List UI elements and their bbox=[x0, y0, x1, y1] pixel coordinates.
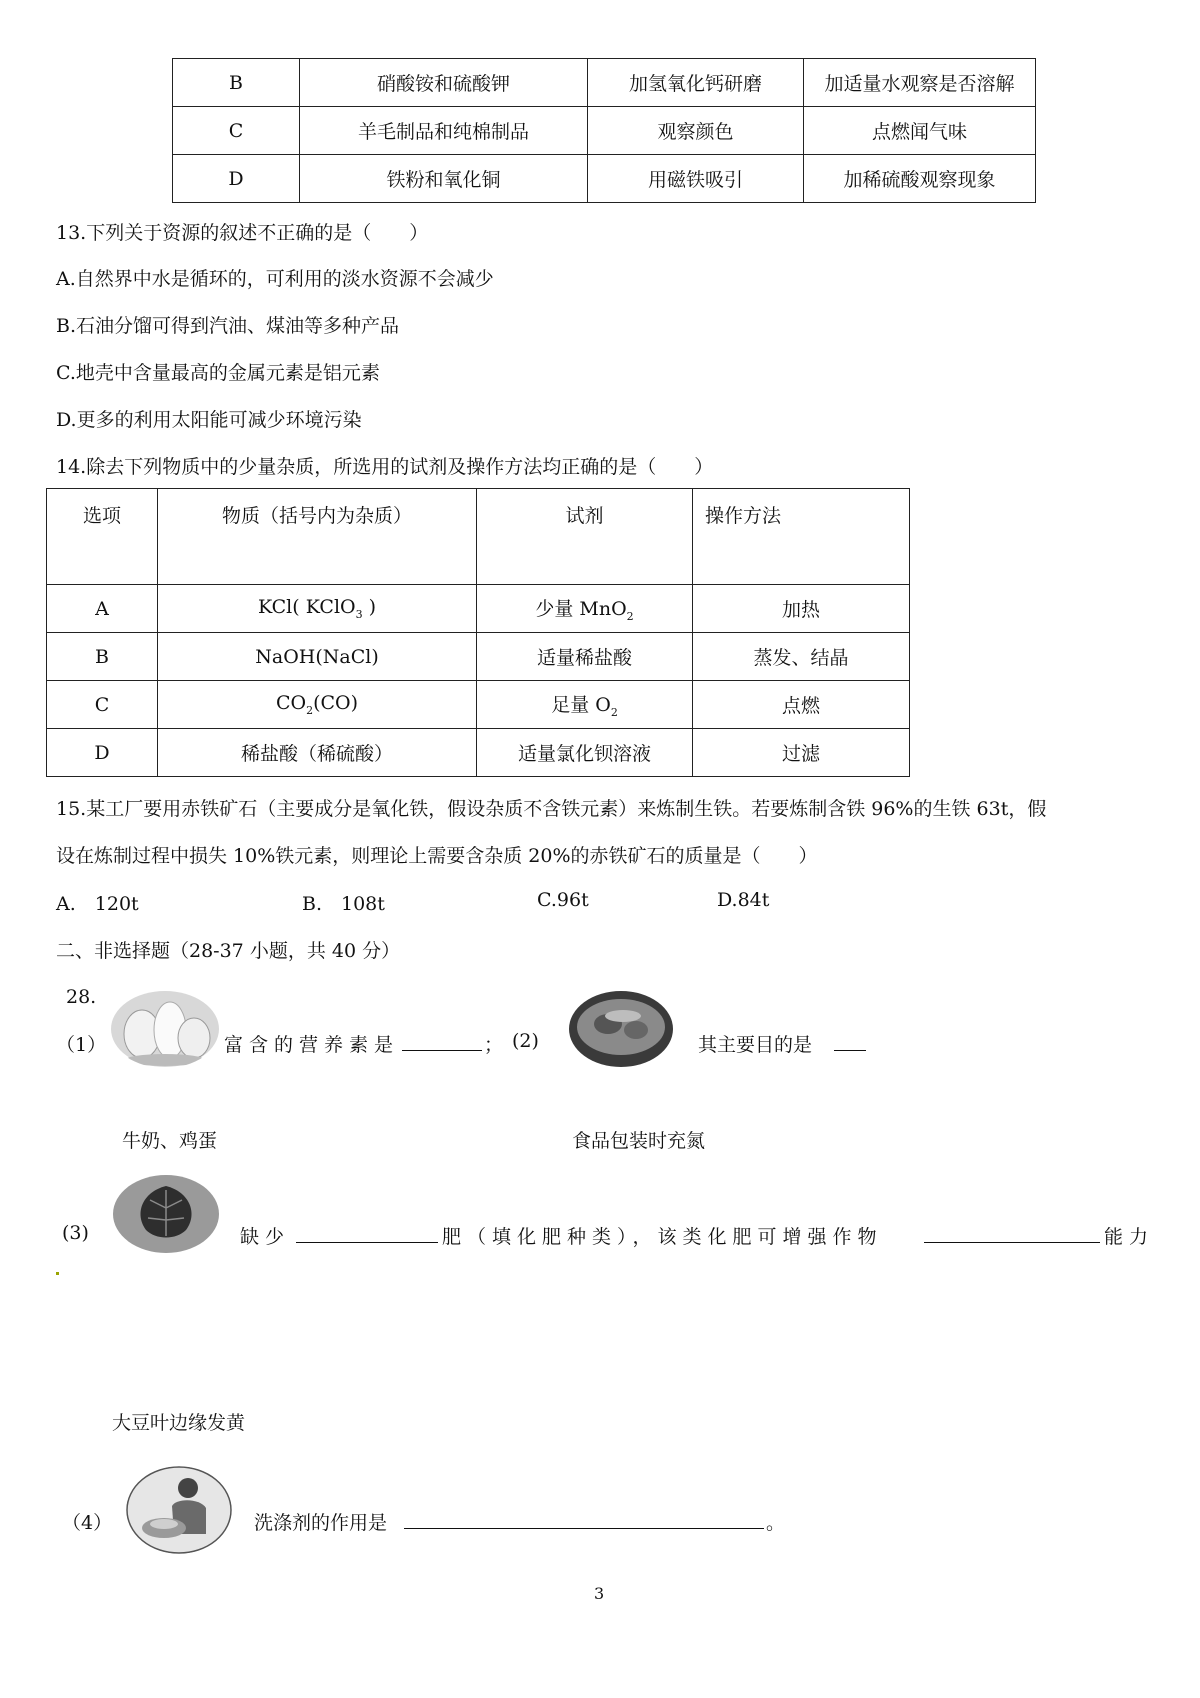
table-cell: A bbox=[47, 585, 158, 633]
q12-table bbox=[172, 58, 1036, 203]
table-cell: 蒸发、结晶 bbox=[693, 633, 910, 681]
table-row bbox=[173, 107, 1036, 155]
q28-part1-caption: 牛奶、鸡蛋 bbox=[122, 1130, 218, 1152]
table-cell: 稀盐酸（稀硫酸） bbox=[158, 729, 477, 777]
q28-part1-text: 富含的营养素是 bbox=[224, 1034, 400, 1056]
q28-part1-label: （1） bbox=[56, 1034, 107, 1056]
table-header-cell: 选项 bbox=[47, 489, 158, 585]
table-cell: 用磁铁吸引 bbox=[588, 155, 804, 203]
q14-stem: 14.除去下列物质中的少量杂质，所选用的试剂及操作方法均正确的是（ ） bbox=[56, 456, 714, 478]
table-cell: KCl( KClO$_3$ ) bbox=[158, 585, 477, 633]
table-cell: C bbox=[47, 681, 158, 729]
page-number: 3 bbox=[594, 1584, 605, 1603]
table-cell: 点燃 bbox=[693, 681, 910, 729]
q28-part3-answer-blank-1[interactable] bbox=[296, 1222, 438, 1243]
table-cell: B bbox=[173, 59, 300, 107]
q28-part3-text-a: 缺少 bbox=[240, 1226, 291, 1248]
table-row bbox=[173, 59, 1036, 107]
q13-option-a: A.自然界中水是循环的，可利用的淡水资源不会减少 bbox=[56, 268, 494, 290]
table-cell: B bbox=[47, 633, 158, 681]
table-cell: 硝酸铵和硫酸钾 bbox=[300, 59, 588, 107]
q28-part4-text: 洗涤剂的作用是 bbox=[254, 1512, 388, 1534]
table-cell: 加稀硫酸观察现象 bbox=[804, 155, 1036, 203]
table-cell: 适量氯化钡溶液 bbox=[477, 729, 693, 777]
table-row bbox=[173, 155, 1036, 203]
table-cell: 足量 $O_2$ bbox=[477, 681, 693, 729]
table-row bbox=[47, 729, 910, 777]
q28-part4-label: （4） bbox=[62, 1512, 113, 1534]
q28-part2-answer-blank[interactable] bbox=[834, 1030, 866, 1051]
soybean-leaf-image bbox=[112, 1174, 220, 1254]
table-cell: C bbox=[173, 107, 300, 155]
q28-part2-label: (2) bbox=[512, 1030, 539, 1052]
table-cell: $CO_2(CO)$ bbox=[158, 681, 477, 729]
q13-option-c: C.地壳中含量最高的金属元素是铝元素 bbox=[56, 362, 380, 384]
table-row bbox=[47, 585, 910, 633]
table-cell: 少量 MnO$_2$ bbox=[477, 585, 693, 633]
q15-option-a: A. 120t bbox=[56, 893, 139, 915]
table-cell: 羊毛制品和纯棉制品 bbox=[300, 107, 588, 155]
q28-part2-text: 其主要目的是 bbox=[698, 1034, 813, 1056]
q28-part3-caption: 大豆叶边缘发黄 bbox=[112, 1412, 246, 1434]
q13-stem: 13.下列关于资源的叙述不正确的是（ ） bbox=[56, 222, 429, 244]
q28-semicolon: ； bbox=[484, 1034, 504, 1056]
q28-part3-text-b: 肥（填化肥种类），该类化肥可增强作物 bbox=[442, 1226, 883, 1248]
stray-dot bbox=[56, 1272, 59, 1275]
table-cell: 铁粉和氧化铜 bbox=[300, 155, 588, 203]
q28-part3-answer-blank-2[interactable] bbox=[924, 1222, 1100, 1243]
q15-option-d: D.84t bbox=[717, 889, 770, 911]
section-heading: 二、非选择题（28-37 小题，共 40 分） bbox=[56, 940, 401, 962]
q28-part4-answer-blank[interactable] bbox=[404, 1508, 764, 1529]
table-cell: 过滤 bbox=[693, 729, 910, 777]
table-cell: NaOH(NaCl) bbox=[158, 633, 477, 681]
table-cell: 点燃闻气味 bbox=[804, 107, 1036, 155]
table-header-cell: 试剂 bbox=[477, 489, 693, 585]
q13-option-d: D.更多的利用太阳能可减少环境污染 bbox=[56, 409, 362, 431]
q13-option-b: B.石油分馏可得到汽油、煤油等多种产品 bbox=[56, 315, 400, 337]
table-cell: 加热 bbox=[693, 585, 910, 633]
q28-part4-end: 。 bbox=[766, 1512, 786, 1534]
table-cell: 观察颜色 bbox=[588, 107, 804, 155]
table-row bbox=[47, 633, 910, 681]
q28-part3-label: (3) bbox=[62, 1222, 89, 1244]
table-header-cell: 物质（括号内为杂质） bbox=[158, 489, 477, 585]
table-cell: 适量稀盐酸 bbox=[477, 633, 693, 681]
table-cell: 加适量水观察是否溶解 bbox=[804, 59, 1036, 107]
table-header-cell: 操作方法 bbox=[693, 489, 910, 585]
q28-part2-caption: 食品包装时充氮 bbox=[572, 1130, 706, 1152]
q28-part1-answer-blank[interactable] bbox=[402, 1030, 482, 1051]
nitrogen-packaging-image bbox=[568, 990, 674, 1068]
q15-option-c: C.96t bbox=[537, 889, 589, 911]
detergent-washing-image bbox=[126, 1466, 232, 1554]
table-cell: D bbox=[173, 155, 300, 203]
q15-option-b: B. 108t bbox=[302, 893, 385, 915]
q28-part3-text-c: 能力 bbox=[1104, 1226, 1155, 1248]
q15-stem-line1: 15.某工厂要用赤铁矿石（主要成分是氧化铁，假设杂质不含铁元素）来炼制生铁。若要炼制含铁 96%的生铁 63t，假 bbox=[56, 798, 1047, 820]
table-cell: D bbox=[47, 729, 158, 777]
q14-table bbox=[46, 488, 910, 777]
table-row bbox=[47, 681, 910, 729]
q15-stem-line2: 设在炼制过程中损失 10%铁元素，则理论上需要含杂质 20%的赤铁矿石的质量是（ ） bbox=[56, 845, 818, 867]
milk-eggs-image bbox=[110, 990, 220, 1068]
q28-number: 28. bbox=[66, 986, 97, 1008]
table-cell: 加氢氧化钙研磨 bbox=[588, 59, 804, 107]
table-header-row bbox=[47, 489, 910, 585]
